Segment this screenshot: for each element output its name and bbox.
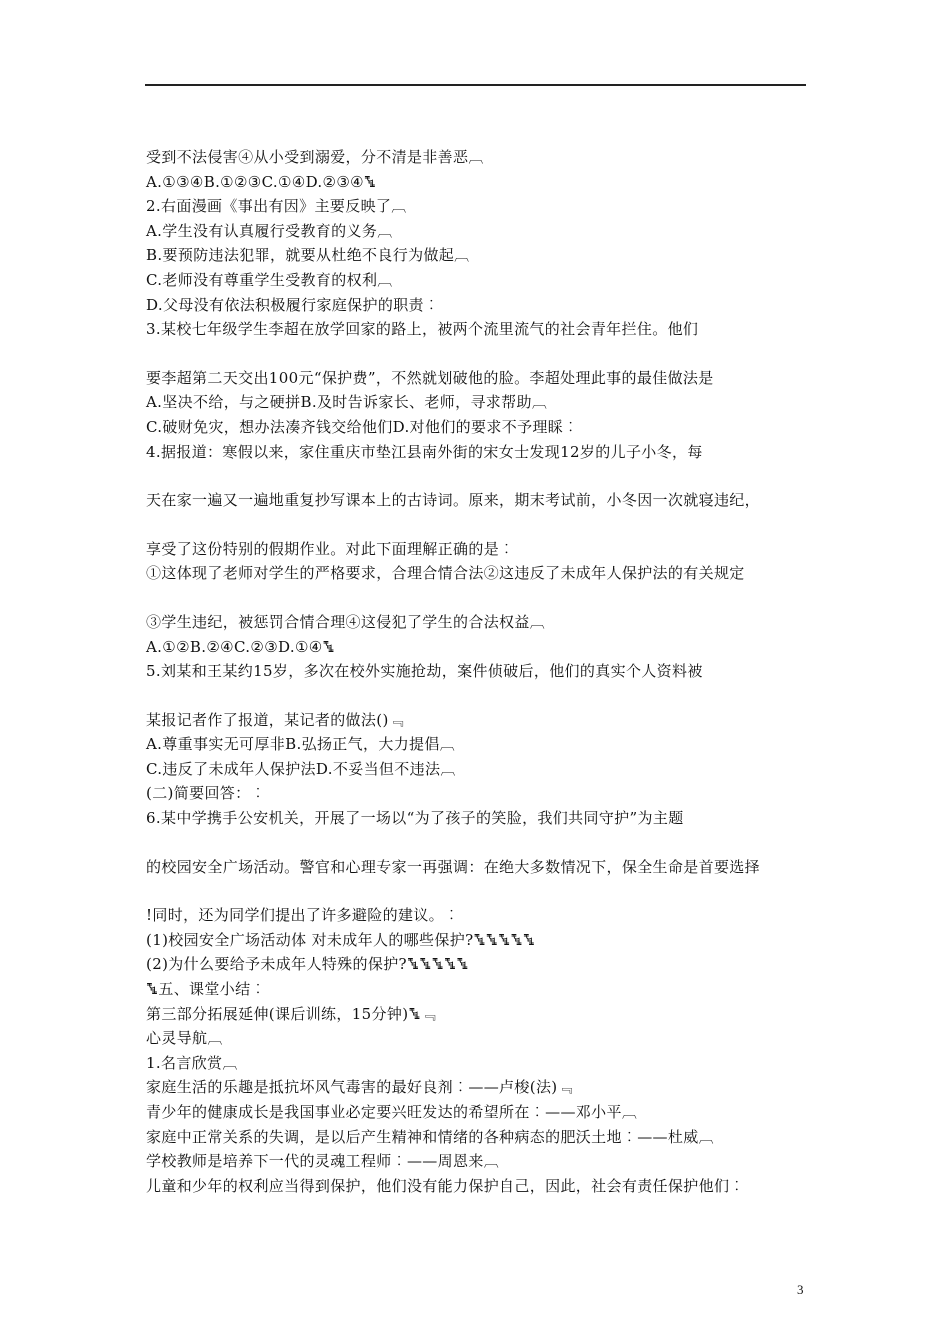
text-line: 2.右面漫画《事出有因》主要反映了︹	[146, 197, 407, 216]
text-line: B.要预防违法犯罪，就要从杜绝不良行为做起︹	[146, 246, 470, 265]
text-line: ①这体现了老师对学生的严格要求，合理合情合法②这违反了未成年人保护法的有关规定	[146, 564, 745, 583]
text-line: 5.刘某和王某约15岁，多次在校外实施抢劫，案件侦破后，他们的真实个人资料被	[146, 662, 703, 681]
text-line: C.老师没有尊重学生受教育的权利︹	[146, 270, 393, 289]
text-line: 家庭生活的乐趣是抵抗坏风气毒害的最好良剂︰——卢梭(法)﹃	[146, 1078, 573, 1097]
text-line: 学校教师是培养下一代的灵魂工程师︰——周恩来︹	[146, 1152, 500, 1171]
text-line: 青少年的健康成长是我国事业必定要兴旺发达的希望所在︰——邓小平︹	[146, 1103, 638, 1121]
text-line: C.违反了未成年人保护法D.不妥当但不违法︹	[146, 759, 456, 778]
page-number: 3	[797, 1282, 804, 1297]
text-line: 1.名言欣赏︹	[146, 1053, 238, 1072]
text-line: ③学生违纪，被惩罚合情合理④这侵犯了学生的合法权益︹	[146, 612, 546, 631]
text-line: 第三部分拓展延伸(课后训练，15分钟)ꔄ﹃	[146, 1004, 437, 1023]
text-line: 的校园安全广场活动。警官和心理专家一再强调：在绝大多数情况下，保全生命是首要选择	[146, 857, 761, 876]
text-line: ꔄ五、课堂小结︰	[146, 980, 266, 999]
text-line: 3.某校七年级学生李超在放学回家的路上，被两个流里流气的社会青年拦住。他们	[146, 320, 699, 339]
text-line: 6.某中学携手公安机关，开展了一场以“为了孩子的笑脸，我们共同守护”为主题	[146, 809, 684, 828]
text-line: 心灵导航︹	[146, 1029, 223, 1048]
text-line: (2)为什么要给予未成年人特殊的保护?ꔄꔄꔄꔄꔄ	[146, 955, 469, 974]
text-line: C.破财免灾，想办法凑齐钱交给他们D.对他们的要求不予理睬︰	[146, 417, 579, 436]
header-rule	[145, 84, 806, 86]
text-line: (二)简要回答：︰	[146, 784, 266, 803]
text-line: 家庭中正常关系的失调，是以后产生精神和情绪的各种病态的肥沃土地︰——杜威︹	[146, 1127, 714, 1146]
text-line: (1)校园安全广场活动体 对未成年人的哪些保护?ꔄꔄꔄꔄꔄ	[146, 930, 536, 949]
document-body	[146, 145, 818, 1198]
text-line: 儿童和少年的权利应当得到保护，他们没有能力保护自己，因此，社会有责任保护他们︰	[146, 1176, 745, 1195]
text-line: 要李超第二天交出100元“保护费”，不然就划破他的脸。李超处理此事的最佳做法是	[146, 368, 714, 387]
text-line: A.坚决不给，与之硬拼B.及时告诉家长、老师，寻求帮助︹	[146, 393, 548, 412]
text-line: A.①③④B.①②③C.①④D.②③④ꔄ	[146, 172, 377, 191]
text-line: D.父母没有依法积极履行家庭保护的职责︰	[146, 295, 440, 314]
text-line: A.尊重事实无可厚非B.弘扬正气，大力提倡︹	[146, 735, 456, 754]
text-line: A.①②B.②④C.②③D.①④ꔄ	[146, 637, 335, 656]
text-line: 享受了这份特别的假期作业。对此下面理解正确的是︰	[146, 539, 515, 558]
text-line: 受到不法侵害④从小受到溺爱，分不清是非善恶︹	[146, 148, 484, 166]
text-line: 某报记者作了报道，某记者的做法()﹃	[146, 710, 405, 729]
text-line: !同时，还为同学们提出了许多避险的建议。︰	[146, 906, 460, 925]
text-line: 天在家一遍又一遍地重复抄写课本上的古诗词。原来，期末考试前，小冬因一次就寝违纪，	[146, 491, 761, 510]
text-line: A.学生没有认真履行受教育的义务︹	[146, 221, 393, 240]
text-line: 4.据报道：寒假以来，家住重庆市垫江县南外街的宋女士发现12岁的儿子小冬，每	[146, 442, 703, 461]
